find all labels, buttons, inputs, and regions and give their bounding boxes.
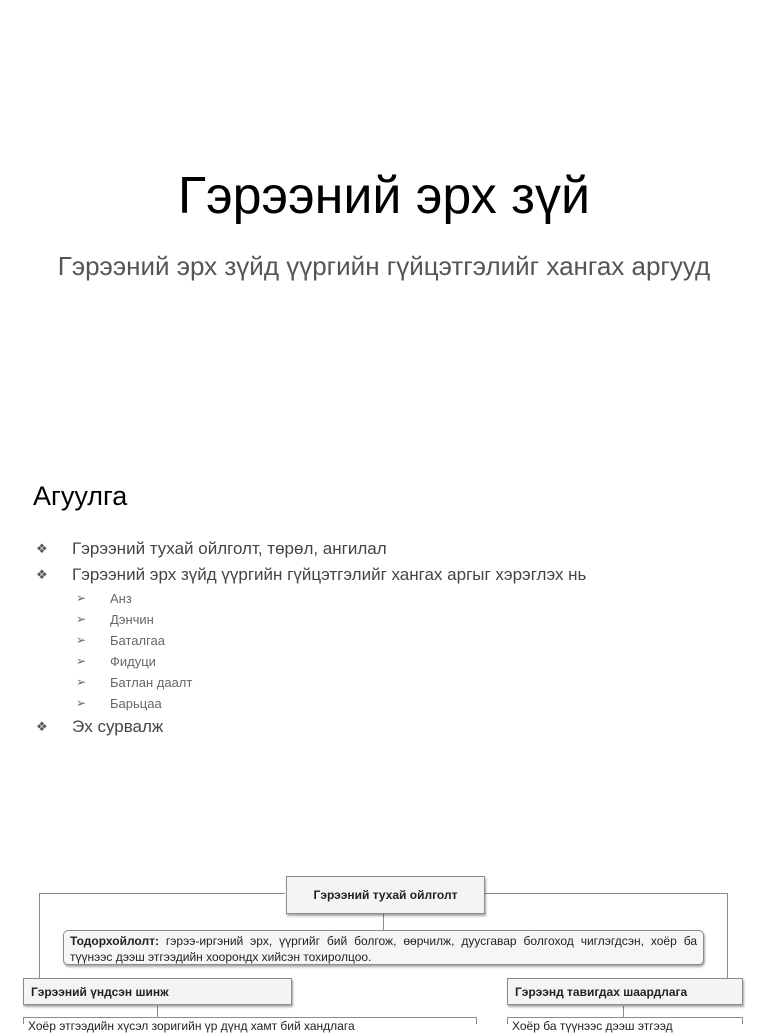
definition-text: гэрээ-иргэний эрх, үүргийг бий болгож, өөрчилж, дуусгавар болгоход чиглэгдсэн, хоёр ба түүнээс дээш этгээдийн хоорондх хийсэн тохиролцоо. — [70, 934, 697, 964]
sub-list-item-label: Фидуци — [110, 654, 156, 669]
sub-list-item — [36, 651, 736, 672]
sub-list-item-label: Анз — [110, 591, 132, 606]
slide-subtitle: Гэрээний эрх зүйд үүргийн гүйцэтгэлийг хангах аргууд — [57, 251, 711, 281]
arrow-bullet-icon: ➢ — [76, 654, 87, 668]
sub-list-item — [36, 672, 736, 693]
left-detail-box: Хоёр этгээдийн хүсэл зоригийн үр дүнд хамт бий хандлага — [23, 1017, 477, 1024]
diamond-bullet-icon: ❖ — [36, 541, 48, 556]
sub-list-item — [36, 609, 736, 630]
definition-label: Тодорхойлолт: — [70, 934, 159, 948]
sub-list-item — [36, 630, 736, 651]
list-item-label: Эх сурвалж — [72, 717, 164, 736]
sub-list-item-label: Баталгаа — [110, 633, 166, 648]
arrow-bullet-icon: ➢ — [76, 591, 87, 605]
list-item — [36, 536, 736, 562]
arrow-bullet-icon: ➢ — [76, 696, 87, 710]
top-concept-box: Гэрээний тухай ойлголт — [286, 876, 485, 914]
connector-line — [39, 893, 40, 978]
list-item — [36, 562, 736, 588]
sub-list-item-label: Барьцаа — [110, 696, 162, 711]
arrow-bullet-icon: ➢ — [76, 612, 87, 626]
contents-heading: Агуулга — [33, 481, 128, 511]
contents-list — [36, 536, 736, 740]
list-item-label: Гэрээний эрх зүйд үүргийн гүйцэтгэлийг хангах аргыг хэрэглэх нь — [72, 565, 587, 584]
list-item-label: Гэрээний тухай ойлголт, төрөл, ангилал — [72, 539, 387, 558]
sub-list-item-label: Дэнчин — [110, 612, 154, 627]
contents-slide — [0, 440, 768, 840]
list-item — [36, 714, 736, 740]
diamond-bullet-icon: ❖ — [36, 719, 48, 734]
concept-diagram — [0, 840, 768, 1033]
connector-line — [727, 893, 728, 978]
title-slide — [0, 0, 768, 440]
connector-line — [39, 893, 285, 894]
connector-line — [383, 914, 384, 930]
sub-list-item — [36, 588, 736, 609]
sub-list-item-label: Батлан даалт — [110, 675, 193, 690]
diamond-bullet-icon: ❖ — [36, 567, 48, 582]
arrow-bullet-icon: ➢ — [76, 675, 87, 689]
connector-line — [484, 893, 728, 894]
slide-title: Гэрээний эрх зүй — [177, 167, 591, 225]
right-detail-box: Хоёр ба түүнээс дээш этгээд — [507, 1017, 743, 1024]
definition-box — [63, 930, 704, 965]
right-concept-box: Гэрээнд тавигдах шаардлага — [507, 978, 743, 1005]
arrow-bullet-icon: ➢ — [76, 633, 87, 647]
left-concept-box: Гэрээний үндсэн шинж — [23, 978, 292, 1005]
sub-list-item — [36, 693, 736, 714]
